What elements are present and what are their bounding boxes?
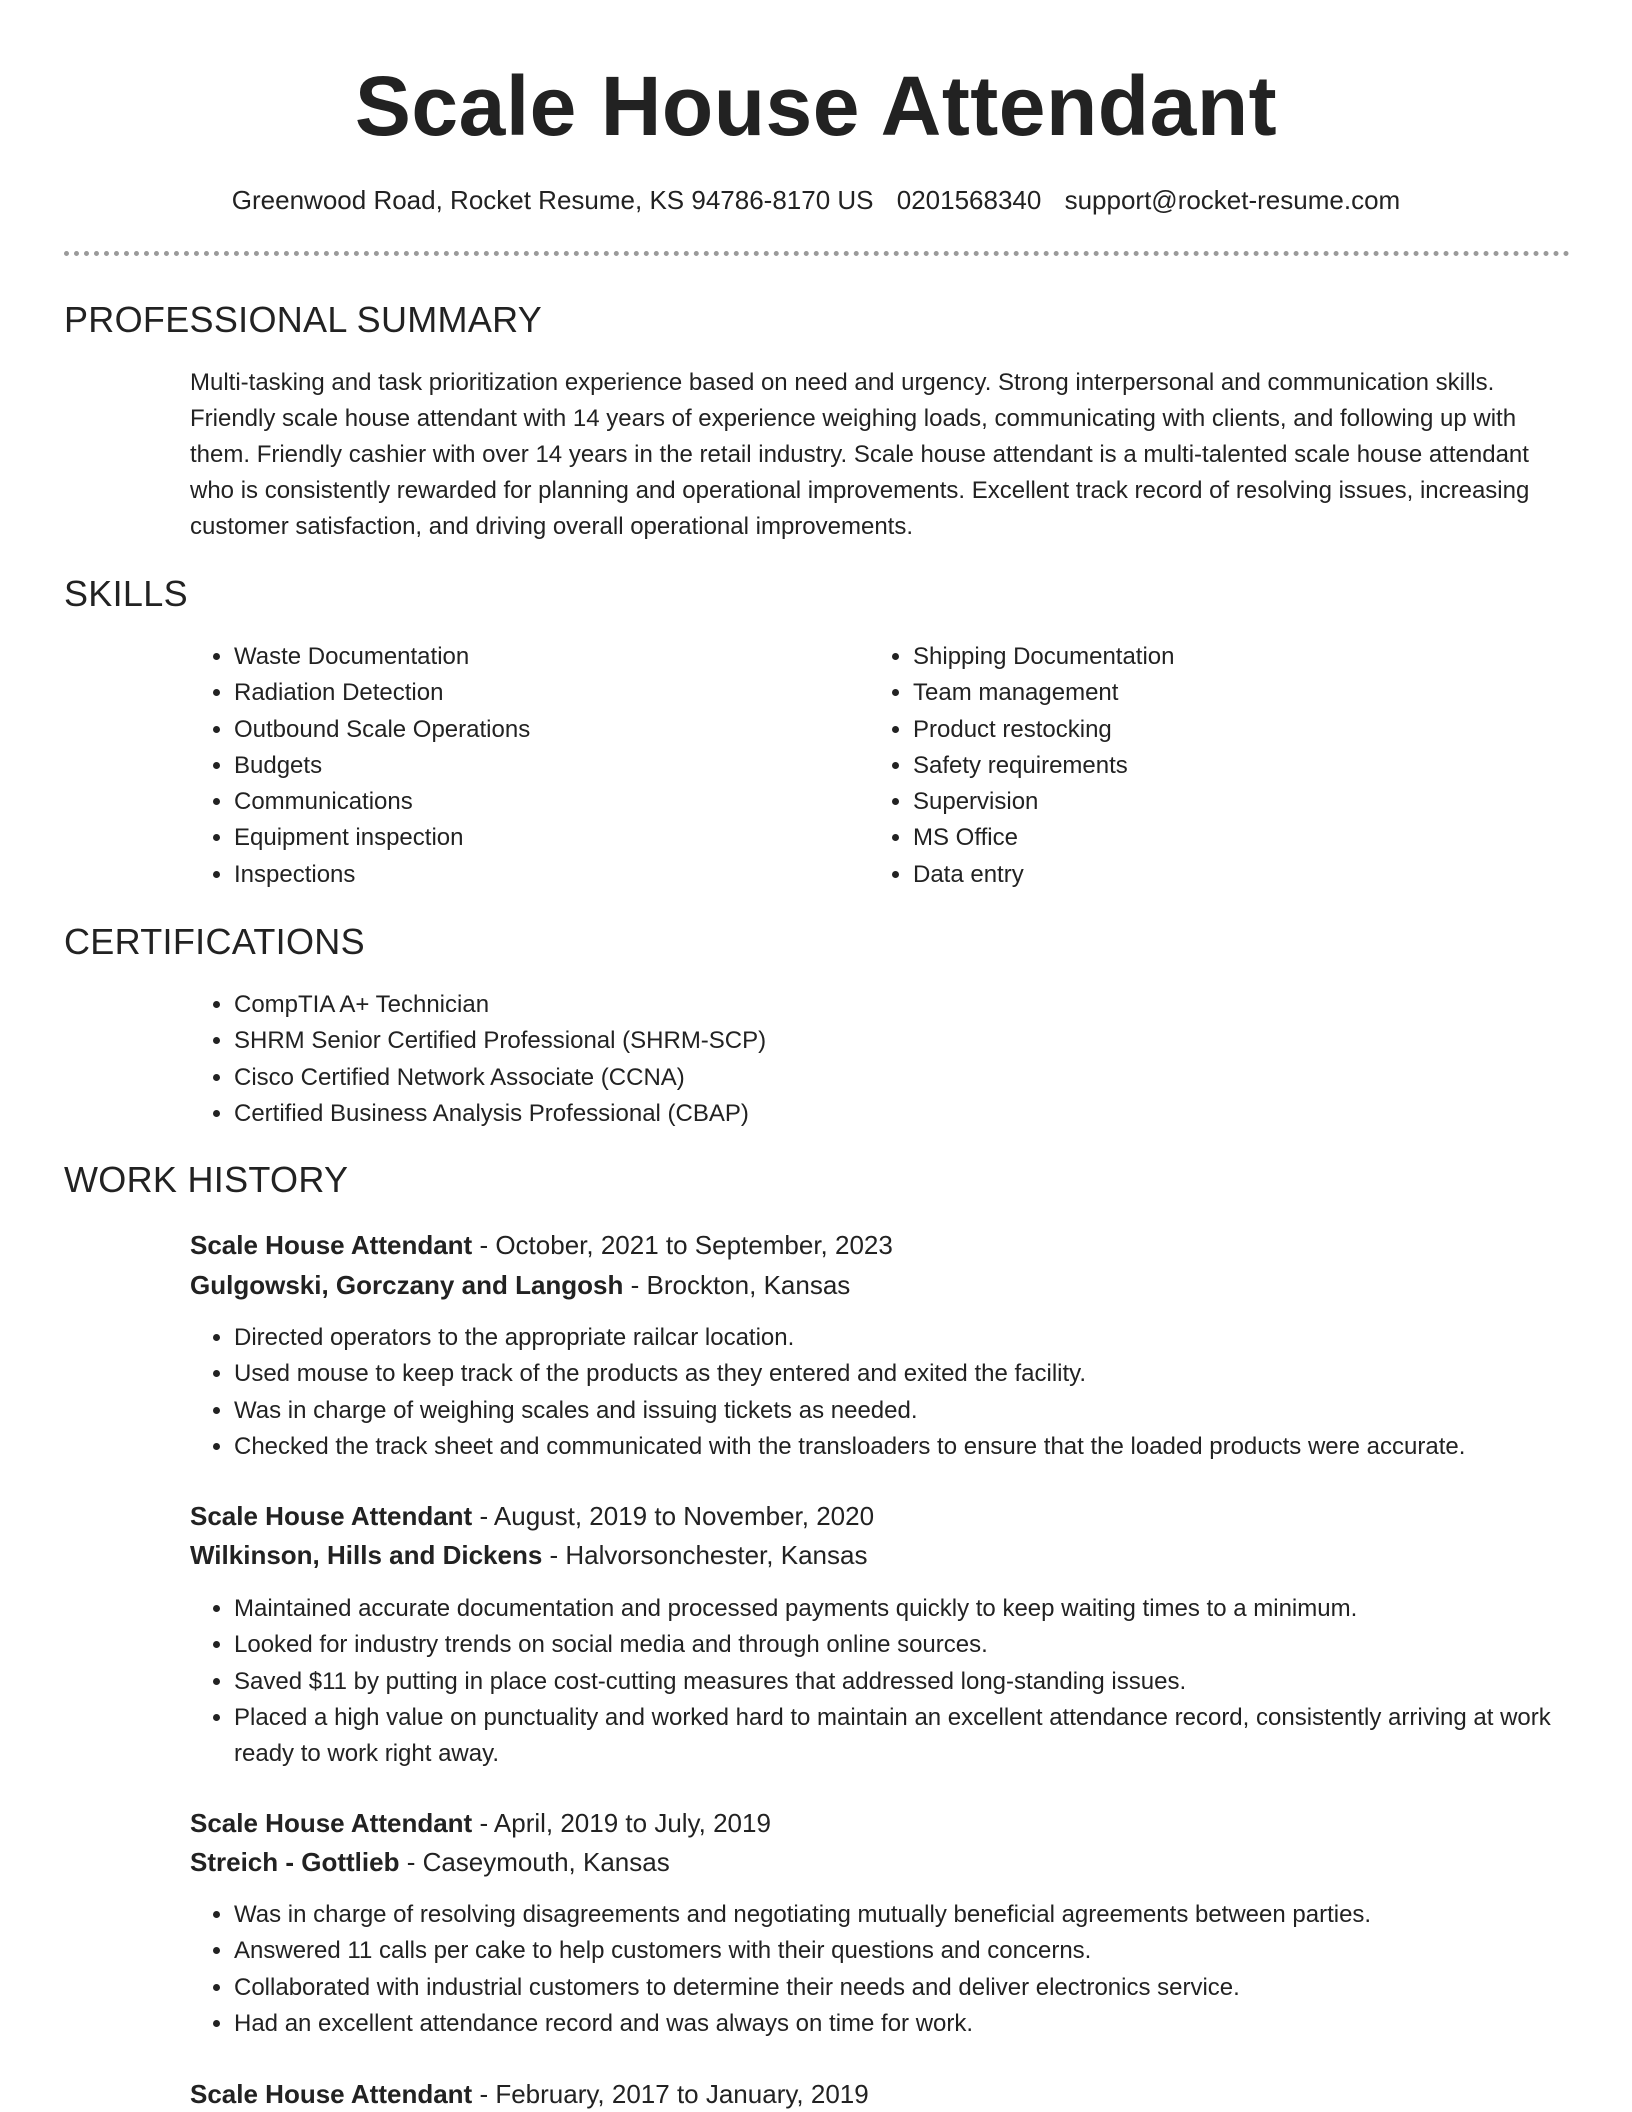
skill-item: • Product restocking <box>913 712 1533 748</box>
skill-item: • Waste Documentation <box>234 639 854 675</box>
job-dates: - February, 2017 to January, 2019 <box>472 2079 869 2109</box>
skill-item: • Shipping Documentation <box>913 639 1533 675</box>
skill-item: • MS Office <box>913 820 1533 856</box>
job-bullet: • Checked the track sheet and communicated with the transloaders to ensure that the loaded products were accurate. <box>234 1429 1614 1465</box>
job-bullet: • Was in charge of weighing scales and issuing tickets as needed. <box>234 1393 1614 1429</box>
skill-item: • Supervision <box>913 784 1533 820</box>
header-divider <box>64 251 1570 256</box>
job-role: Scale House Attendant <box>190 1808 473 1838</box>
job-company: Streich - Gottlieb <box>190 1847 400 1877</box>
job-bullets <box>190 1897 1614 2042</box>
job-title-line <box>190 1498 874 1534</box>
job-dates: - April, 2019 to July, 2019 <box>472 1808 771 1838</box>
job-bullet: • Saved $11 by putting in place cost-cutting measures that addressed long-standing issues. <box>234 1664 1614 1700</box>
skill-item: • Data entry <box>913 857 1533 893</box>
contact-address: Greenwood Road, Rocket Resume, KS 94786-8170 US <box>231 185 874 215</box>
job-dates: - August, 2019 to November, 2020 <box>472 1501 875 1531</box>
job-location: - Brockton, Kansas <box>623 1270 851 1300</box>
certification-item: • SHRM Senior Certified Professional (SHRM-SCP) <box>234 1023 1614 1059</box>
job-bullet: • Answered 11 calls per cake to help customers with their questions and concerns. <box>234 1933 1614 1969</box>
job-company: Wilkinson, Hills and Dickens <box>190 1540 543 1570</box>
job-bullet: • Directed operators to the appropriate railcar location. <box>234 1320 1614 1356</box>
skill-item: • Inspections <box>234 857 854 893</box>
skills-list-left <box>190 639 854 893</box>
job-title-line <box>190 2076 869 2112</box>
certifications-list <box>190 987 1614 1132</box>
job-company-line <box>190 1537 867 1573</box>
job-company-line <box>190 1267 850 1303</box>
job-bullet: • Placed a high value on punctuality and worked hard to maintain an excellent attendance record, consistently arriving at work ready to work right away. <box>234 1700 1614 1773</box>
contact-line <box>0 182 1632 218</box>
job-dates: - October, 2021 to September, 2023 <box>472 1230 893 1260</box>
job-title-line <box>190 1805 771 1841</box>
skill-item: • Team management <box>913 675 1533 711</box>
contact-phone: 0201568340 <box>896 185 1042 215</box>
job-location: - Caseymouth, Kansas <box>399 1847 670 1877</box>
skill-item: • Radiation Detection <box>234 675 854 711</box>
job-bullet: • Looked for industry trends on social media and through online sources. <box>234 1627 1614 1663</box>
job-bullets <box>190 1320 1614 1465</box>
job-role: Scale House Attendant <box>190 1501 473 1531</box>
job-bullet: • Used mouse to keep track of the products as they entered and exited the facility. <box>234 1356 1614 1392</box>
job-location: - Halvorsonchester, Kansas <box>542 1540 868 1570</box>
job-title-line <box>190 1227 893 1263</box>
skill-item: • Budgets <box>234 748 854 784</box>
skills-list-right <box>869 639 1533 893</box>
skill-item: • Outbound Scale Operations <box>234 712 854 748</box>
skill-item: • Equipment inspection <box>234 820 854 856</box>
resume-name: Scale House Attendant <box>354 59 1278 153</box>
contact-email: support@rocket-resume.com <box>1064 185 1401 215</box>
skill-item: • Safety requirements <box>913 748 1533 784</box>
job-role: Scale House Attendant <box>190 2079 473 2109</box>
job-bullet: • Had an excellent attendance record and was always on time for work. <box>234 2006 1614 2042</box>
job-company: Gulgowski, Gorczany and Langosh <box>190 1270 624 1300</box>
job-bullet: • Collaborated with industrial customers to determine their needs and deliver electronics service. <box>234 1970 1614 2006</box>
certification-item: • Cisco Certified Network Associate (CCNA) <box>234 1060 1614 1096</box>
summary-text: Multi-tasking and task prioritization experience based on need and urgency. Strong interpersonal and communication skills. Friendly scale house attendant with 14 years of experience weighing loads, communicating with clients, and following up with them. Friendly cashier with over 14 years in the retail industry. Scale house attendant is a multi-talented scale house attendant who is consistently rewarded for planning and operational improvements. Excellent track record of resolving issues, increasing customer satisfaction, and driving overall operational improvements. <box>190 369 1530 540</box>
section-title-certifications: CERTIFICATIONS <box>64 921 365 962</box>
skill-item: • Communications <box>234 784 854 820</box>
section-title-skills: SKILLS <box>64 573 188 614</box>
section-title-summary: PROFESSIONAL SUMMARY <box>64 299 543 340</box>
job-bullets <box>190 1591 1614 1772</box>
job-company-line <box>190 1844 670 1880</box>
job-role: Scale House Attendant <box>190 1230 473 1260</box>
section-title-work-history: WORK HISTORY <box>64 1159 349 1200</box>
job-bullet: • Maintained accurate documentation and processed payments quickly to keep waiting times to a minimum. <box>234 1591 1614 1627</box>
certification-item: • Certified Business Analysis Professional (CBAP) <box>234 1096 1614 1132</box>
certification-item: • CompTIA A+ Technician <box>234 987 1614 1023</box>
job-bullet: • Was in charge of resolving disagreements and negotiating mutually beneficial agreements between parties. <box>234 1897 1614 1933</box>
